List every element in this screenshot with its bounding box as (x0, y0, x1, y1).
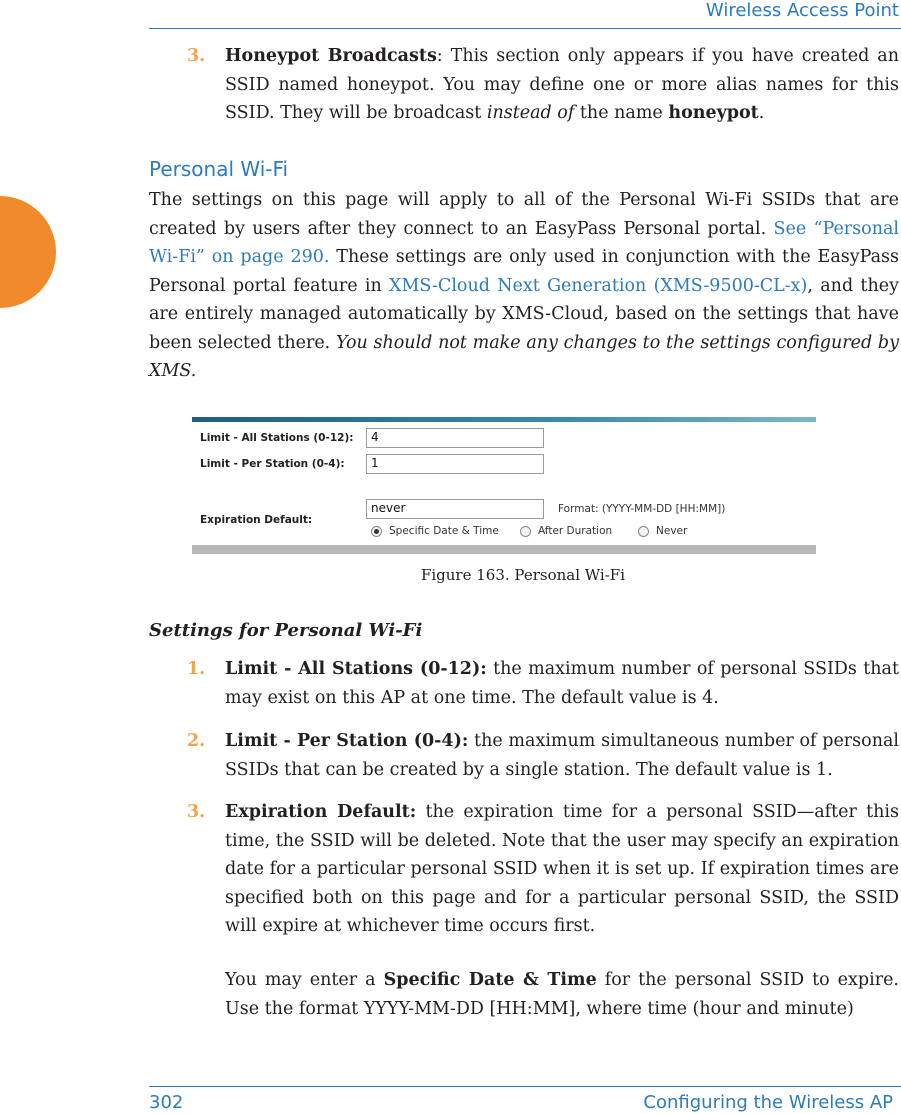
figure-bottom-bar (192, 545, 816, 554)
paragraph-text: These settings are only used in conjunction with the EasyPass Personal portal feature in (149, 247, 900, 296)
section-heading: Personal Wi-Fi (149, 157, 289, 181)
item-bold: honeypot (668, 103, 759, 123)
personal-wifi-paragraph (149, 186, 899, 386)
subsection-heading: Settings for Personal Wi-Fi (149, 620, 423, 641)
radio-label: After Duration (538, 525, 613, 537)
item-text: the expiration time for a personal SSID—after this time, the SSID will be deleted. Note that the user may specify an expiration date for a particular personal SSID when it is set up. If expiration times are specified both on this page and for a particular personal SSID, the SSID will expire at whichever time occurs first. (225, 802, 900, 936)
item-text: the name (574, 103, 669, 123)
item-text: . (758, 103, 765, 123)
paragraph-text: The settings on this page will apply to all of the Personal Wi-Fi SSIDs that are created by users after they connect to an EasyPass Personal portal. (149, 190, 899, 239)
item-number: 1. (187, 659, 206, 679)
format-hint: Format: (YYYY-MM-DD [HH:MM]) (558, 503, 726, 515)
paragraph-bold: Specific Date & Time (383, 970, 597, 990)
paragraph-emphasis: You should not make any changes to the settings configured by XMS. (149, 332, 899, 381)
figure-top-bar (192, 417, 816, 422)
personal-wifi-screenshot (192, 417, 816, 554)
item-term: Honeypot Broadcasts (225, 46, 437, 66)
limit-per-input[interactable]: 1 (366, 454, 544, 474)
item-text: the maximum simultaneous number of personal SSIDs that can be created by a single station. The default value is 1. (225, 731, 899, 780)
limit-all-label: Limit - All Stations (0-12): (200, 432, 354, 444)
paragraph-text: , and they are entirely managed automatically by XMS-Cloud, based on the settings that have been selected there. (149, 275, 899, 353)
xms-cloud-link[interactable]: XMS-Cloud Next Generation (XMS-9500-CL-x) (389, 275, 808, 296)
footer-rule (149, 1086, 901, 1087)
radio-never[interactable] (638, 525, 687, 537)
radio-button[interactable] (520, 526, 531, 537)
radio-after-duration[interactable] (520, 525, 612, 537)
item-term: Expiration Default: (225, 802, 417, 822)
running-header: Wireless Access Point (705, 0, 899, 21)
header-rule (149, 28, 901, 29)
paragraph-text: for the personal SSID to expire. Use the format YYYY-MM-DD [HH:MM], where time (hour and minute) (225, 970, 899, 1019)
figure-caption: Figure 163. Personal Wi-Fi (420, 566, 626, 584)
item-number: 3. (187, 802, 206, 822)
item-number: 2. (187, 731, 206, 751)
settings-item-limit-all (187, 655, 899, 712)
radio-label: Specific Date & Time (389, 525, 499, 537)
chapter-tab (0, 196, 56, 308)
radio-label: Never (656, 525, 688, 537)
item-number: 3. (187, 46, 206, 66)
radio-button-selected[interactable] (371, 526, 382, 537)
expiration-input[interactable]: never (366, 499, 544, 519)
settings-item-expiration (187, 798, 899, 941)
paragraph-text: You may enter a (225, 970, 384, 990)
item-text: : This section only appears if you have created an SSID named honeypot. You may define one or more alias names for this SSID. They will be broadcast (225, 46, 899, 123)
settings-item-limit-per (187, 727, 899, 784)
limit-per-label: Limit - Per Station (0-4): (200, 458, 345, 470)
running-footer: Configuring the Wireless AP (643, 1092, 893, 1113)
item-term: Limit - Per Station (0-4): (225, 731, 469, 751)
item-term: Limit - All Stations (0-12): (225, 659, 487, 679)
item-emphasis: instead of (486, 103, 575, 123)
expiration-label: Expiration Default: (200, 514, 313, 526)
cross-reference-link[interactable]: See “Personal Wi-Fi” on page 290. (149, 218, 899, 267)
radio-specific-date[interactable] (371, 525, 499, 537)
expiration-followup-paragraph (187, 966, 899, 1023)
page-number: 302 (149, 1092, 184, 1113)
honeypot-item (187, 42, 899, 128)
radio-button[interactable] (638, 526, 649, 537)
limit-all-input[interactable]: 4 (366, 428, 544, 448)
item-text: the maximum number of personal SSIDs that may exist on this AP at one time. The default value is 4. (225, 659, 900, 708)
